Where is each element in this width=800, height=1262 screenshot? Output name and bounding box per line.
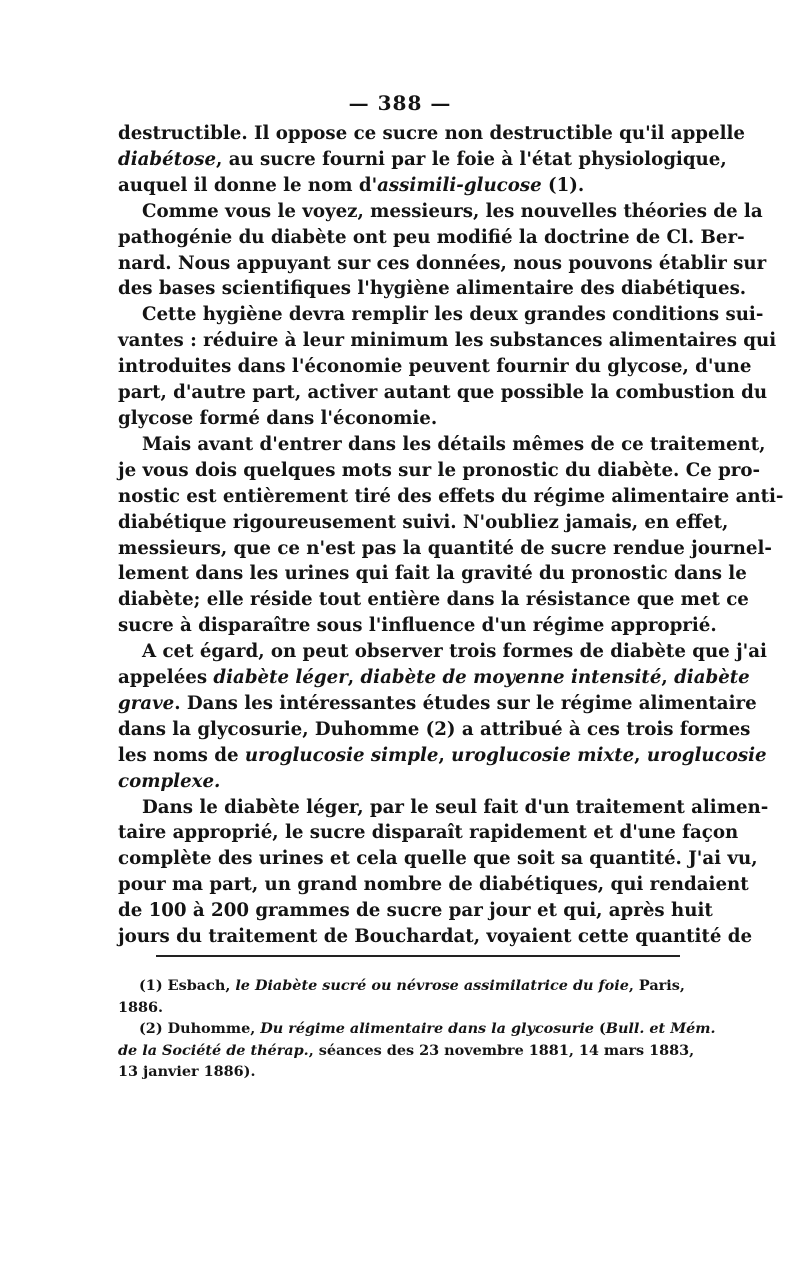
text-line: messieurs, que ce n'est pas la quantité de sucre rendue journel- (118, 537, 772, 559)
text-line: diabète; elle réside tout entière dans la résistance que met ce (118, 589, 749, 611)
italic-term: diabète léger (213, 667, 348, 689)
text-line: je vous dois quelques mots sur le pronostic du diabète. Ce pro- (118, 459, 761, 481)
text-line: Cette hygiène devra remplir les deux grandes conditions sui- (142, 304, 764, 326)
text-line: nostic est entièrement tiré des effets du régime alimentaire anti- (118, 485, 784, 507)
text-line: lement dans les urines qui fait la gravité du pronostic dans le (118, 563, 747, 585)
text-line: introduites dans l'économie peuvent fournir du glycose, d'une (118, 356, 752, 378)
text-line: taire approprié, le sucre disparaît rapidement et d'une façon (118, 822, 739, 844)
italic-term: assimili-glucose (377, 174, 542, 196)
footnote-line: de la Société de thérap., séances des 23 novembre 1881, 14 mars 1883, (118, 1041, 695, 1059)
footnote-line: (1) Esbach, le Diabète sucré ou névrose assimilatrice du foie, Paris, (139, 977, 685, 994)
text-line: appelées diabète léger, diabète de moyenne intensité, diabète (118, 667, 750, 689)
text-line: part, d'autre part, activer autant que possible la combustion du (118, 382, 768, 404)
footnotes (118, 975, 716, 1083)
text-line: Mais avant d'entrer dans les détails mêmes de ce traitement, (142, 433, 766, 455)
text-line: diabétose, au sucre fourni par le foie à l'état physiologique, (118, 148, 727, 170)
italic-title: de la Société de thérap. (118, 1041, 309, 1059)
text-line: sucre à disparaître sous l'influence d'un régime approprié. (118, 615, 717, 637)
main-text (118, 121, 784, 950)
italic-term: uroglucosie simple (244, 744, 439, 766)
footnote-line: 13 janvier 1886). (118, 1063, 256, 1080)
text-line: glycose formé dans l'économie. (118, 407, 438, 429)
text-line: pathogénie du diabète ont peu modifié la doctrine de Cl. Ber- (118, 226, 745, 248)
footnote-line: 1886. (118, 998, 164, 1016)
text-line: dans la glycosurie, Duhomme (2) a attribué à ces trois formes (118, 718, 751, 740)
italic-title: le Diabète sucré ou névrose assimilatrice du foie (235, 977, 629, 994)
text-line (118, 769, 678, 795)
text-line: Comme vous le voyez, messieurs, les nouvelles théories de la (142, 200, 763, 222)
italic-term: uroglucosie mixte (451, 744, 635, 766)
text-line: jours du traitement de Bouchardat, voyaient cette quantité de (118, 926, 753, 948)
italic-term: complexe. (118, 770, 221, 792)
text-line: Dans le diabète léger, par le seul fait d'un traitement alimen- (142, 796, 769, 818)
italic-term: grave (118, 692, 175, 714)
text-line: destructible. Il oppose ce sucre non destructible qu'il appelle (118, 123, 745, 144)
italic-term: diabète de moyenne intensité (360, 667, 662, 689)
text-line: grave. Dans les intéressantes études sur le régime alimentaire (118, 692, 757, 714)
text-line: de 100 à 200 grammes de sucre par jour et qui, après huit (118, 900, 713, 922)
text-line: vantes : réduire à leur minimum les substances alimentaires qui (118, 330, 777, 352)
text-line: pour ma part, un grand nombre de diabétiques, qui rendaient (118, 874, 749, 896)
italic-term: diabétose (118, 148, 217, 170)
footnote-line: (2) Duhomme, Du régime alimentaire dans la glycosurie (Bull. et Mém. (139, 1020, 716, 1037)
page-number: — 388 — (348, 91, 452, 115)
text-line: les noms de uroglucosie simple, uroglucosie mixte, uroglucosie (118, 744, 767, 766)
text-line: complète des urines et cela quelle que soit sa quantité. J'ai vu, (118, 848, 758, 870)
text-line: auquel il donne le nom d'assimili-glucose (1). (118, 174, 585, 196)
text-line: des bases scientifiques l'hygiène alimentaire des diabétiques. (118, 278, 747, 300)
text-line: nard. Nous appuyant sur ces données, nous pouvons établir sur (118, 252, 767, 274)
text-line: A cet égard, on peut observer trois formes de diabète que j'ai (142, 641, 767, 663)
italic-term: uroglucosie (646, 744, 767, 766)
footnote-divider (156, 955, 680, 957)
text-line: diabétique rigoureusement suivi. N'oubliez jamais, en effet, (118, 511, 729, 533)
italic-term: diabète (674, 667, 750, 689)
italic-title: Du régime alimentaire dans la glycosurie (260, 1020, 594, 1037)
italic-title: Bull. et Mém. (605, 1020, 716, 1037)
